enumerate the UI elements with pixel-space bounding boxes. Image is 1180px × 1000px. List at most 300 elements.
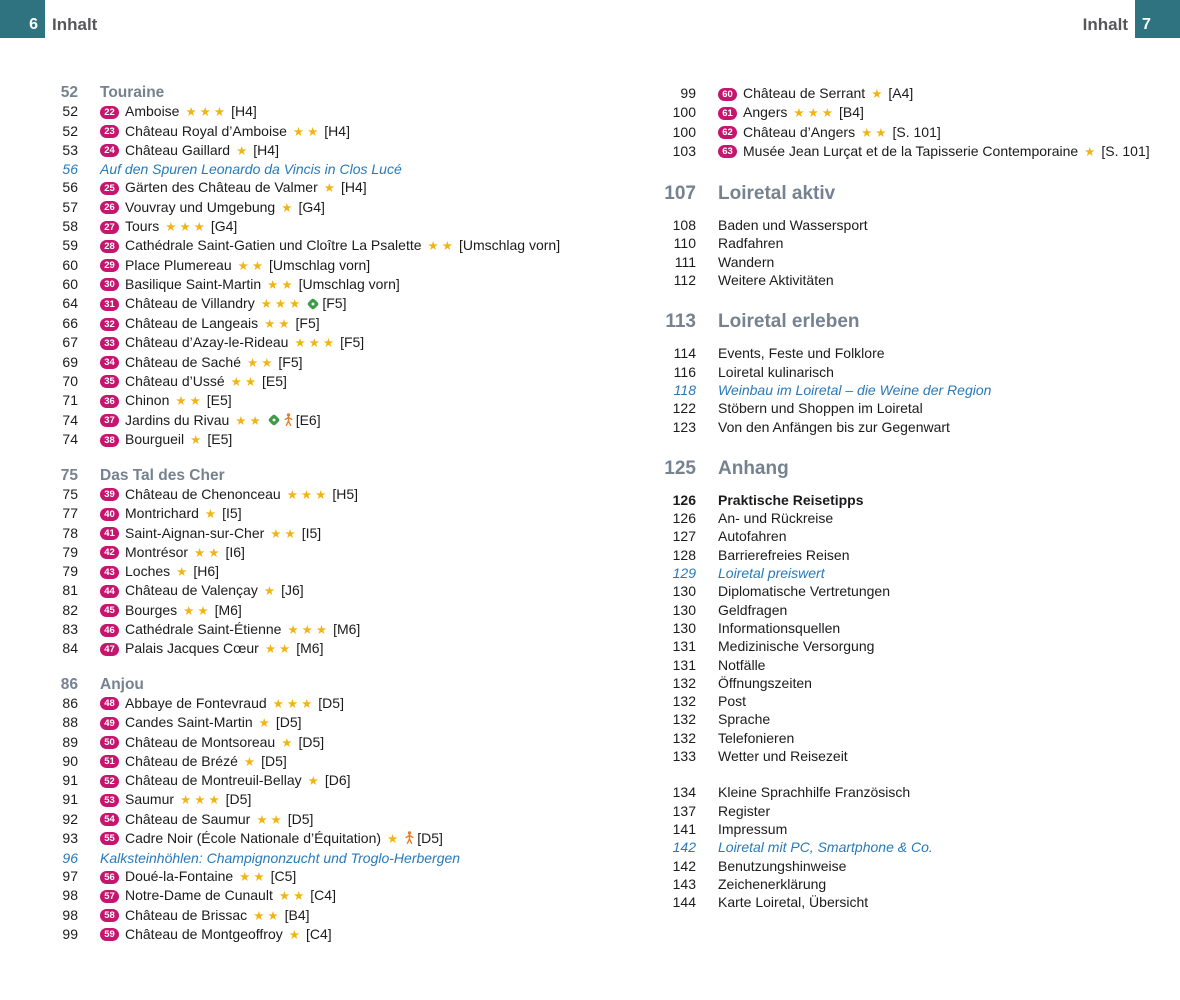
map-grid-ref: [B4] <box>838 104 864 121</box>
entry-title: Château d’Ussé <box>125 372 225 389</box>
sight-number-badge: 44 <box>100 585 119 598</box>
sight-number-badge: 60 <box>718 88 737 101</box>
toc-entry <box>38 294 608 314</box>
entry-title: Château Gaillard <box>125 141 231 158</box>
toc-entry <box>628 783 1168 801</box>
entry-title: Weinbau im Loiretal – die Weine der Region <box>718 381 992 398</box>
toc-entry <box>38 485 608 504</box>
toc-entry <box>628 838 1168 856</box>
toc-entry <box>38 925 608 944</box>
entry-title: Musée Jean Lurçat et de la Tapisserie Contemporaine <box>743 142 1079 159</box>
map-grid-ref: [I5] <box>301 524 322 541</box>
toc-entry <box>38 849 608 867</box>
entry-title: Baden und Wassersport <box>718 217 868 234</box>
entry-title: Telefonieren <box>718 729 795 746</box>
section-header <box>38 676 608 694</box>
toc-entry <box>38 867 608 886</box>
star-rating: ★ <box>190 433 205 448</box>
page-number: 78 <box>62 524 78 541</box>
entry-title: Tours <box>125 218 160 235</box>
page-number: 99 <box>62 925 78 942</box>
entry-title: Montrésor <box>125 543 189 560</box>
star-rating: ★ <box>871 87 886 101</box>
star-rating: ★★ <box>246 355 276 370</box>
sight-number-badge: 45 <box>100 604 119 617</box>
map-grid-ref: [Umschlag vorn] <box>298 275 400 292</box>
toc-entry <box>628 820 1168 838</box>
page-number: 126 <box>672 491 696 508</box>
page-number: 129 <box>672 565 696 582</box>
map-grid-ref: [A4] <box>888 85 914 101</box>
map-grid-ref: [E5] <box>206 392 232 409</box>
entry-title: Château de Saumur <box>125 810 251 827</box>
page-number: 67 <box>62 334 78 351</box>
toc-entry <box>628 216 1168 234</box>
toc-entry <box>628 857 1168 875</box>
page-number: 141 <box>672 820 696 837</box>
toc-entry <box>628 601 1168 619</box>
entry-title: Loiretal kulinarisch <box>718 363 834 380</box>
map-grid-ref: [S. 101] <box>892 123 941 140</box>
entry-title: Karte Loiretal, Übersicht <box>718 894 869 911</box>
map-grid-ref: [G4] <box>298 198 325 215</box>
map-grid-ref: [S. 101] <box>1101 142 1150 159</box>
map-grid-ref: [D5] <box>225 791 252 808</box>
star-rating: ★★ <box>253 908 282 923</box>
toc-entry <box>38 504 608 523</box>
map-grid-ref: [C5] <box>270 868 297 885</box>
section-title: Anjou <box>100 675 144 693</box>
page-number: 132 <box>672 711 696 728</box>
entry-title: An- und Rückreise <box>718 510 834 527</box>
map-grid-ref: [Umschlag vorn] <box>458 237 561 254</box>
page-number: 57 <box>62 198 78 215</box>
map-grid-ref: [H4] <box>253 141 279 158</box>
section-page-number: 113 <box>665 311 696 333</box>
star-rating: ★ <box>1084 144 1099 159</box>
toc-entry <box>628 582 1168 600</box>
map-grid-ref: [E5] <box>207 431 233 448</box>
map-grid-ref: [M6] <box>333 621 361 638</box>
entry-title: Chinon <box>125 392 170 409</box>
star-rating: ★ <box>323 181 338 196</box>
entry-title: Sprache <box>718 711 771 728</box>
entry-title: Diplomatische Vertretungen <box>718 583 890 600</box>
sight-number-badge: 42 <box>100 546 119 559</box>
sight-number-badge: 62 <box>718 126 737 139</box>
page-number: 98 <box>62 906 78 923</box>
map-grid-ref: [D5] <box>298 733 325 750</box>
entry-title: Stöbern und Shoppen im Loiretal <box>718 400 923 417</box>
entry-title: Öffnungszeiten <box>718 674 812 691</box>
map-grid-ref: [F5] <box>278 353 303 370</box>
entry-title: Wandern <box>718 253 775 270</box>
entry-title: Gärten des Château de Valmer <box>125 179 318 196</box>
star-rating: ★★ <box>183 603 212 618</box>
page-number: 91 <box>62 791 78 808</box>
sight-number-badge: 61 <box>718 107 737 120</box>
star-rating: ★ <box>263 584 279 599</box>
star-rating: ★★ <box>264 317 293 332</box>
sight-number-badge: 56 <box>100 871 119 884</box>
page-number: 133 <box>672 748 696 765</box>
page-number: 77 <box>62 505 78 522</box>
sight-number-badge: 36 <box>100 395 119 408</box>
map-grid-ref: [H4] <box>231 103 257 120</box>
family-icon <box>284 412 293 430</box>
section-page-number: 125 <box>664 457 696 479</box>
star-rating: ★★ <box>237 258 267 273</box>
sight-number-badge: 37 <box>100 414 119 427</box>
map-grid-ref: [C4] <box>310 887 336 904</box>
star-rating: ★★ <box>270 526 299 541</box>
page-number: 130 <box>672 601 696 618</box>
page-number: 108 <box>672 217 696 234</box>
toc-entry <box>38 217 608 236</box>
section-page-number: 86 <box>60 675 78 693</box>
toc-entry <box>38 102 608 121</box>
star-rating: ★★★ <box>286 487 330 502</box>
entry-title: Jardins du Rivau <box>125 411 230 428</box>
toc-entry <box>628 619 1168 637</box>
sight-number-badge: 63 <box>718 145 737 158</box>
entry-title: Château de Valençay <box>125 582 258 599</box>
section-title: Loiretal erleben <box>718 311 860 333</box>
map-grid-ref: [D5] <box>417 829 443 846</box>
toc-entry <box>628 271 1168 289</box>
toc-entry <box>628 418 1168 436</box>
map-grid-ref: [H5] <box>332 485 358 502</box>
left-page-number: 6 <box>29 16 38 33</box>
map-grid-ref: [I5] <box>222 505 242 522</box>
map-grid-ref: [F5] <box>322 295 347 312</box>
sight-number-badge: 25 <box>100 182 119 195</box>
toc-entry <box>628 674 1168 692</box>
toc-entry <box>38 275 608 294</box>
toc-entry <box>38 810 608 829</box>
star-rating: ★★ <box>278 889 308 904</box>
toc-entry <box>38 906 608 925</box>
entry-title: Cathédrale Saint-Gatien und Cloître La Psalette <box>125 237 422 254</box>
section-page-number: 75 <box>60 466 78 484</box>
toc-entry <box>38 430 608 449</box>
toc-entry <box>38 581 608 600</box>
star-rating: ★★★ <box>260 297 304 312</box>
page-number: 58 <box>62 218 78 235</box>
toc-entry <box>38 543 608 562</box>
toc-entry <box>38 562 608 581</box>
sight-number-badge: 52 <box>100 775 119 788</box>
sight-number-badge: 39 <box>100 488 119 501</box>
star-rating: ★★ <box>239 870 268 885</box>
map-grid-ref: [D5] <box>287 810 314 827</box>
sight-number-badge: 22 <box>100 106 119 119</box>
left-page-number-box <box>0 0 45 38</box>
page-number: 99 <box>680 85 696 101</box>
page-number: 93 <box>62 829 78 846</box>
right-page-number-box <box>1135 0 1180 38</box>
entry-title: Château de Serrant <box>743 85 866 101</box>
star-rating: ★★ <box>861 125 890 140</box>
map-grid-ref: [E6] <box>295 411 321 428</box>
map-grid-ref: [M6] <box>296 640 324 657</box>
page-number: 122 <box>672 400 696 417</box>
entry-title: Château d’Angers <box>743 123 856 140</box>
star-rating: ★★ <box>235 413 264 428</box>
section-header <box>628 457 1168 481</box>
section-title: Anhang <box>718 457 789 479</box>
entry-title: Notre-Dame de Cunault <box>125 887 273 904</box>
page-number: 56 <box>62 179 78 196</box>
page-number: 100 <box>672 123 696 140</box>
star-rating: ★★ <box>230 374 260 389</box>
entry-title: Château de Montsoreau <box>125 733 276 750</box>
entry-title: Château de Brissac <box>125 906 248 923</box>
entry-title: Amboise <box>125 103 180 120</box>
page-number: 132 <box>672 729 696 746</box>
page-number: 100 <box>672 104 696 121</box>
toc-entry <box>38 601 608 620</box>
toc-entry <box>38 391 608 410</box>
page-number: 64 <box>62 295 78 312</box>
page-number: 79 <box>62 543 78 560</box>
sight-number-badge: 51 <box>100 755 119 768</box>
garden-icon <box>307 296 319 314</box>
toc-entry <box>628 363 1168 381</box>
page-number: 82 <box>62 601 78 618</box>
entry-title: Château d’Azay-le-Rideau <box>125 334 289 351</box>
map-grid-ref: [F5] <box>295 315 320 332</box>
section-header <box>628 182 1168 206</box>
page-number: 70 <box>62 372 78 389</box>
page-number: 81 <box>62 582 78 599</box>
star-rating: ★ <box>307 774 322 789</box>
sight-number-badge: 28 <box>100 240 119 253</box>
map-grid-ref: [D5] <box>275 714 302 731</box>
toc-entry <box>38 752 608 771</box>
sight-number-badge: 35 <box>100 375 119 388</box>
page-number: 130 <box>672 583 696 600</box>
map-grid-ref: [M6] <box>214 601 242 618</box>
page-number: 126 <box>672 510 696 527</box>
toc-entry <box>38 886 608 905</box>
toc-column-left <box>38 84 608 944</box>
entry-title: Candes Saint-Martin <box>125 714 253 731</box>
sight-number-badge: 32 <box>100 318 119 331</box>
page-number: 60 <box>62 275 78 292</box>
page-number: 56 <box>62 161 78 178</box>
entry-title: Montrichard <box>125 505 199 522</box>
toc-entry <box>628 875 1168 893</box>
sight-number-badge: 55 <box>100 832 119 845</box>
toc-entry <box>628 491 1168 509</box>
toc-entry <box>628 399 1168 417</box>
toc-entry <box>38 178 608 197</box>
map-grid-ref: [H4] <box>324 122 350 139</box>
page-number: 79 <box>62 563 78 580</box>
page-number: 123 <box>672 418 696 435</box>
map-grid-ref: [G4] <box>210 218 238 235</box>
toc-entry <box>628 802 1168 820</box>
page-number: 143 <box>672 875 696 892</box>
toc-entry <box>38 620 608 639</box>
sight-number-badge: 57 <box>100 890 119 903</box>
toc-entry <box>628 637 1168 655</box>
map-grid-ref: [I6] <box>225 543 245 560</box>
toc-entry <box>38 256 608 275</box>
entry-title: Saint-Aignan-sur-Cher <box>125 524 265 541</box>
toc-entry <box>38 333 608 352</box>
toc-entry <box>628 710 1168 728</box>
toc-entry <box>38 733 608 752</box>
entry-title: Radfahren <box>718 235 784 252</box>
sight-number-badge: 58 <box>100 909 119 922</box>
star-rating: ★★★ <box>180 793 223 808</box>
page-number: 128 <box>672 546 696 563</box>
left-inhalt-label: Inhalt <box>52 15 98 34</box>
page-number: 110 <box>673 235 696 252</box>
sight-number-badge: 49 <box>100 717 119 730</box>
map-grid-ref: [D5] <box>318 694 344 711</box>
toc-entry <box>628 564 1168 582</box>
sight-number-badge: 48 <box>100 697 119 710</box>
page-number: 131 <box>672 656 696 673</box>
entry-title: Kleine Sprachhilfe Französisch <box>718 784 911 801</box>
toc-entry <box>628 656 1168 674</box>
sight-number-badge: 43 <box>100 566 119 579</box>
toc-entry <box>38 122 608 141</box>
toc-entry <box>628 893 1168 911</box>
page-number: 75 <box>62 485 78 502</box>
page-number: 96 <box>62 849 78 866</box>
star-rating: ★★ <box>256 812 285 827</box>
entry-title: Autofahren <box>718 528 787 545</box>
toc-column-right <box>628 84 1168 911</box>
star-rating: ★★★ <box>294 336 338 351</box>
entry-title: Basilique Saint-Martin <box>125 275 262 292</box>
entry-title: Weitere Aktivitäten <box>718 272 834 289</box>
star-rating: ★ <box>176 565 191 580</box>
entry-title: Events, Feste und Folklore <box>718 345 885 362</box>
page-number: 114 <box>673 345 696 362</box>
entry-title: Bourges <box>125 601 178 618</box>
toc-entry <box>628 123 1168 142</box>
toc-entry <box>38 372 608 391</box>
sight-number-badge: 50 <box>100 736 119 749</box>
entry-title: Château de Montreuil-Bellay <box>125 772 302 789</box>
toc-entry <box>628 747 1168 765</box>
star-rating: ★★★ <box>272 696 316 711</box>
sight-number-badge: 46 <box>100 624 119 637</box>
page-number: 103 <box>672 142 696 159</box>
sight-number-badge: 40 <box>100 508 119 521</box>
page-number: 66 <box>62 315 78 332</box>
page-number: 127 <box>672 528 696 545</box>
page-number: 89 <box>62 733 78 750</box>
page-number: 86 <box>62 694 78 711</box>
right-inhalt-label: Inhalt <box>1082 15 1128 34</box>
map-grid-ref: [D6] <box>324 772 351 789</box>
page-number: 97 <box>62 868 78 885</box>
entry-title: Benutzungshinweise <box>718 857 847 874</box>
page-number: 112 <box>673 272 696 289</box>
star-rating: ★★★ <box>185 105 229 120</box>
sight-number-badge: 34 <box>100 356 119 369</box>
entry-title: Cadre Noir (École Nationale d’Équitation) <box>125 829 382 846</box>
star-rating: ★ <box>281 735 296 750</box>
star-rating: ★★ <box>427 239 456 254</box>
entry-title: Wetter und Reisezeit <box>718 748 848 765</box>
toc-entry <box>628 729 1168 747</box>
sight-number-badge: 24 <box>100 144 119 157</box>
section-page-number: 107 <box>664 183 696 205</box>
page-number: 74 <box>62 431 78 448</box>
sight-number-badge: 33 <box>100 337 119 350</box>
toc-entry <box>628 103 1168 122</box>
entry-title: Barrierefreies Reisen <box>718 546 850 563</box>
entry-title: Loiretal preiswert <box>718 565 825 582</box>
entry-title: Saumur <box>125 791 175 808</box>
entry-title: Auf den Spuren Leonardo da Vincis in Clos Lucé <box>100 161 402 178</box>
page-number: 142 <box>672 839 696 856</box>
entry-title: Doué-la-Fontaine <box>125 868 234 885</box>
map-grid-ref: [D5] <box>261 752 287 769</box>
map-grid-ref: [C4] <box>305 925 332 942</box>
map-grid-ref: [F5] <box>340 334 365 351</box>
toc-entry <box>38 353 608 372</box>
star-rating: ★★★ <box>793 106 836 121</box>
entry-title: Château Royal d’Amboise <box>125 122 287 139</box>
star-rating: ★★ <box>292 124 322 139</box>
star-rating: ★ <box>281 200 296 215</box>
page-number: 111 <box>674 253 696 270</box>
section-header <box>38 467 608 485</box>
toc-entry <box>38 198 608 217</box>
map-grid-ref: [Umschlag vorn] <box>269 256 371 273</box>
page-number: 71 <box>62 392 78 409</box>
sight-number-badge: 59 <box>100 928 119 941</box>
star-rating: ★★ <box>175 394 204 409</box>
page-number: 130 <box>672 619 696 636</box>
entry-title: Post <box>718 693 747 710</box>
page-number: 137 <box>672 802 696 819</box>
entry-title: Informationsquellen <box>718 619 841 636</box>
page-number: 91 <box>62 772 78 789</box>
toc-entry <box>628 509 1168 527</box>
page-number: 142 <box>672 857 696 874</box>
toc-entry <box>38 829 608 849</box>
entry-title: Impressum <box>718 820 788 837</box>
entry-title: Loches <box>125 563 171 580</box>
toc-entry <box>628 546 1168 564</box>
toc-entry <box>628 84 1168 103</box>
sight-number-badge: 26 <box>100 201 119 214</box>
sight-number-badge: 30 <box>100 278 119 291</box>
section-header <box>628 310 1168 334</box>
sight-number-badge: 47 <box>100 643 119 656</box>
page-number: 74 <box>62 411 78 428</box>
page-number: 90 <box>62 752 78 769</box>
entry-title: Bourgueil <box>125 431 185 448</box>
page-number: 132 <box>672 693 696 710</box>
star-rating: ★★ <box>194 545 223 560</box>
page-number: 59 <box>62 237 78 254</box>
star-rating: ★ <box>236 143 251 158</box>
section-title: Das Tal des Cher <box>100 466 225 484</box>
toc-entry <box>38 713 608 732</box>
toc-entry <box>38 790 608 809</box>
section-header <box>38 84 608 102</box>
